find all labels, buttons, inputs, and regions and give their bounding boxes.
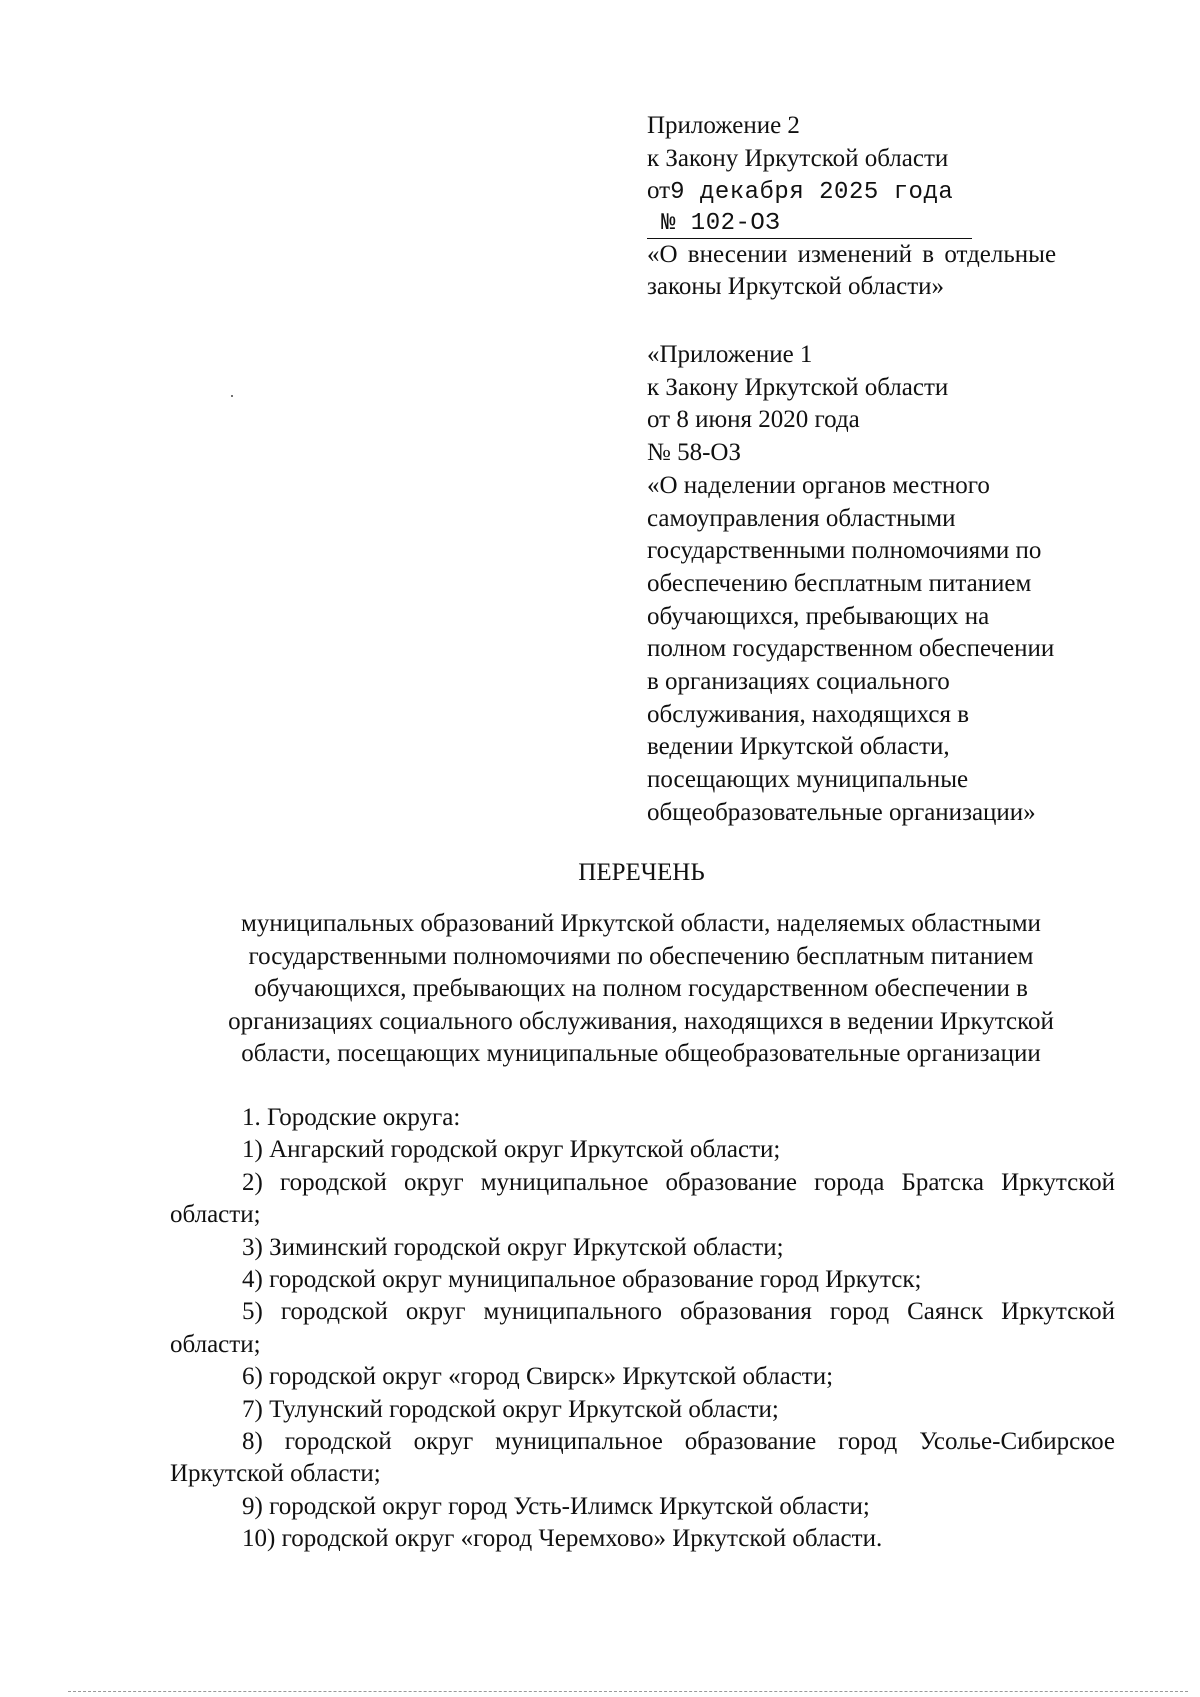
list-item: 5) городской округ муниципального образования город Саянск Иркутской области; xyxy=(170,1298,1115,1358)
original-appendix-header xyxy=(647,339,1117,830)
original-appendix-line: самоуправления областными xyxy=(647,504,956,532)
document-title: ПЕРЕЧЕНЬ xyxy=(578,859,705,886)
subtitle-line: организациях социального обслуживания, находящихся в ведении Иркутской xyxy=(228,1007,1054,1035)
original-appendix-line: обеспечению бесплатным питанием xyxy=(647,569,1032,597)
list-item: 2) городской округ муниципальное образование города Братска Иркутской области; xyxy=(170,1168,1115,1229)
appendix-header xyxy=(647,110,1117,304)
subtitle-line: муниципальных образований Иркутской области, наделяемых областными xyxy=(241,910,1041,937)
list-item: 10) городской округ «город Черемхово» Иркутской области. xyxy=(242,1525,883,1553)
original-appendix-line: обучающихся, пребывающих на xyxy=(647,602,990,630)
appendix-date-line xyxy=(647,175,1117,210)
original-appendix-line: в организациях социального xyxy=(647,668,950,696)
original-appendix-line: посещающих муниципальные xyxy=(647,766,969,794)
subtitle-line: обучающихся, пребывающих на полном государственном обеспечении в xyxy=(254,975,1028,1002)
original-appendix-line: ведении Иркутской области, xyxy=(647,733,950,761)
list-item: 3) Зиминский городской округ Иркутской области; xyxy=(242,1233,784,1261)
appendix-number: № 102-ОЗ xyxy=(647,210,972,239)
section-heading: 1. Городские округа: xyxy=(242,1104,461,1131)
list-item: 6) городской округ «город Свирск» Иркутской области; xyxy=(242,1363,834,1391)
appendix-date: 9 декабря 2025 года xyxy=(670,179,954,207)
original-appendix-line: общеобразовательные организации» xyxy=(647,798,1036,826)
original-appendix-line: «Приложение 1 xyxy=(647,341,813,368)
page-bottom-rule xyxy=(68,1691,1188,1692)
appendix-title-line-2: законы Иркутской области» xyxy=(647,273,945,301)
original-appendix-line: «О наделении органов местного xyxy=(647,471,990,499)
list-item: 1) Ангарский городской округ Иркутской области; xyxy=(242,1136,781,1164)
original-appendix-line: государственными полномочиями по xyxy=(647,537,1042,565)
original-appendix-line: № 58-ОЗ xyxy=(647,439,742,467)
appendix-title-line-1: «О внесении изменений в отдельные xyxy=(647,240,1057,268)
municipality-list xyxy=(170,1102,1115,1556)
list-item: 9) городской округ город Усть-Илимск Иркутской области; xyxy=(242,1492,870,1520)
original-appendix-line: к Закону Иркутской области xyxy=(647,373,949,401)
document-subtitle xyxy=(168,908,1114,1071)
date-prefix: от xyxy=(647,177,671,205)
original-appendix-line: обслуживания, находящихся в xyxy=(647,700,970,728)
list-item: 4) городской округ муниципальное образование город Иркутск; xyxy=(242,1266,922,1294)
list-item: 8) городской округ муниципальное образование город Усолье-Сибирское Иркутской области; xyxy=(170,1428,1115,1488)
original-appendix-line: полном государственном обеспечении xyxy=(647,635,1055,663)
appendix-label: Приложение 2 xyxy=(647,112,800,139)
appendix-law-ref: к Закону Иркутской области xyxy=(647,144,949,172)
list-item: 7) Тулунский городской округ Иркутской области; xyxy=(242,1395,779,1423)
scan-speck xyxy=(231,395,233,397)
subtitle-line: государственными полномочиями по обеспечению бесплатным питанием xyxy=(248,942,1034,970)
original-appendix-line: от 8 июня 2020 года xyxy=(647,406,860,434)
subtitle-line: области, посещающих муниципальные общеобразовательные организации xyxy=(241,1040,1041,1067)
